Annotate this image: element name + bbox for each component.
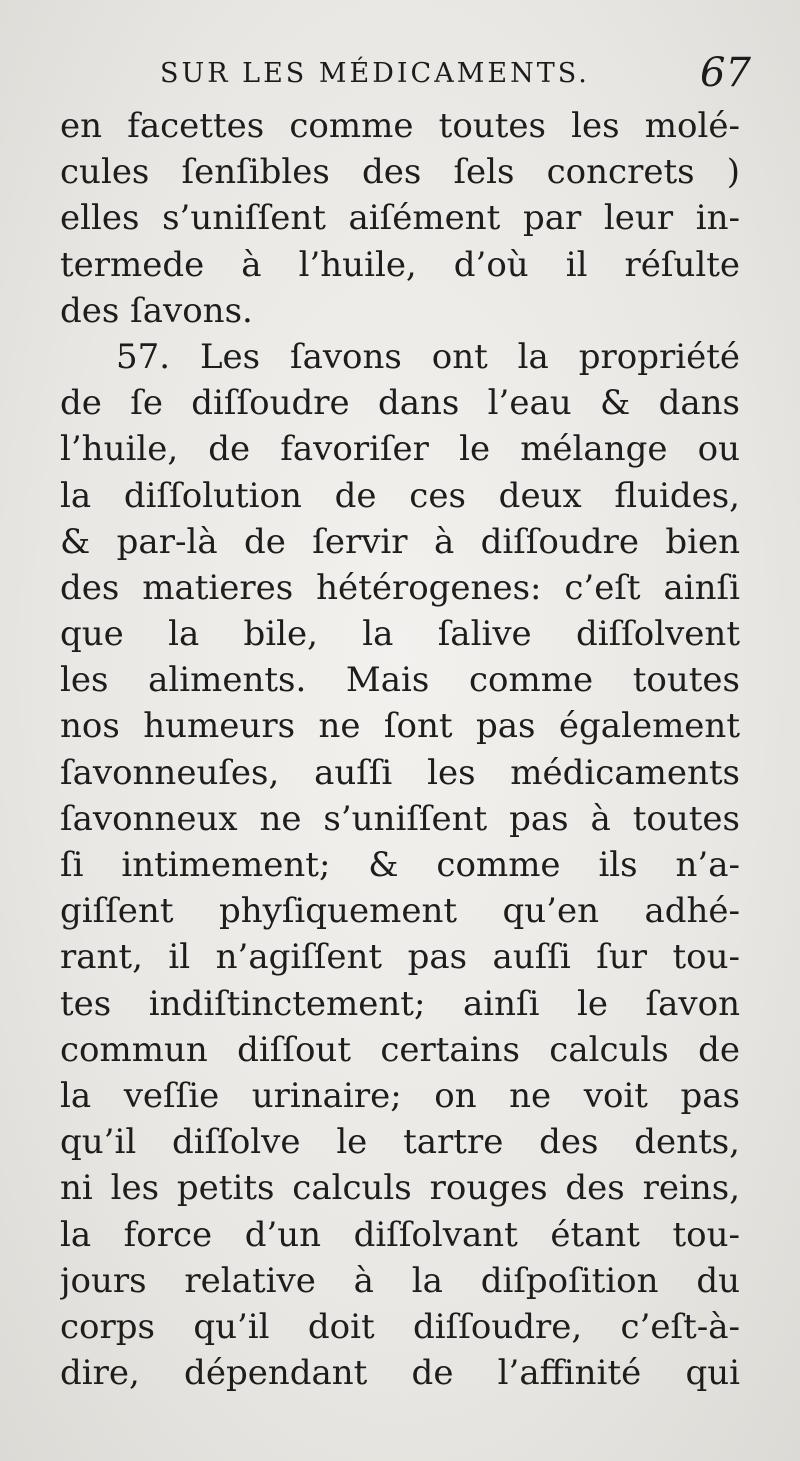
- text-line: rant, il n’agiſſent pas auſſi ſur tou-: [60, 937, 740, 978]
- text-line: des matieres hétérogenes: c’eſt ainſi: [60, 567, 740, 608]
- text-line: ſi intimement; & comme ils n’a-: [60, 845, 740, 885]
- text-line: ſavonneux ne s’uniſſent pas à toutes: [60, 798, 740, 839]
- text-line: nos humeurs ne ſont pas également: [60, 706, 740, 747]
- text-line: les aliments. Mais comme toutes: [60, 660, 740, 701]
- text-line: ſavonneuſes, auſſi les médicaments: [60, 752, 740, 793]
- text-line: commun diſſout certains calculs de: [60, 1029, 740, 1070]
- text-line: que la bile, la ſalive diſſolvent: [60, 614, 740, 655]
- text-line: termede à l’huile, d’où il réſulte: [60, 244, 740, 285]
- text-line: & par-là de ſervir à diſſoudre bien: [60, 521, 740, 562]
- text-line: elles s’uniſſent aiſément par leur in-: [60, 198, 740, 239]
- running-head: [0, 50, 800, 100]
- text-line: dire, dépendant de l’affinité qui: [60, 1353, 740, 1394]
- paragraph-57-first-line: 57. Les ſavons ont la propriété: [116, 336, 740, 377]
- text-line: cules ſenſibles des ſels concrets ): [60, 152, 740, 193]
- text-line: des ſavons.: [60, 290, 253, 331]
- text-line: la diſſolution de ces deux fluides,: [60, 475, 740, 516]
- text-line: tes indiſtinctement; ainſi le ſavon: [60, 983, 740, 1024]
- body-text: [60, 103, 740, 1396]
- page-number: 67: [700, 50, 751, 96]
- text-line: jours relative à la diſpoſition du: [60, 1260, 740, 1301]
- text-line: en facettes comme toutes les molé-: [60, 106, 740, 146]
- text-line: ni les petits calculs rouges des reins,: [60, 1168, 740, 1209]
- text-line: de ſe diſſoudre dans l’eau & dans: [60, 383, 740, 424]
- text-line: qu’il diſſolve le tartre des dents,: [60, 1122, 740, 1163]
- text-line: giſſent phyſiquement qu’en adhé-: [60, 891, 740, 932]
- text-line: l’huile, de favoriſer le mélange ou: [60, 429, 740, 470]
- text-line: corps qu’il doit diſſoudre, c’eſt-à-: [60, 1306, 740, 1347]
- running-head-title: SUR LES MÉDICAMENTS.: [160, 58, 590, 89]
- text-line: la veſſie urinaire; on ne voit pas: [60, 1075, 740, 1116]
- text-line: la force d’un diſſolvant étant tou-: [60, 1214, 740, 1255]
